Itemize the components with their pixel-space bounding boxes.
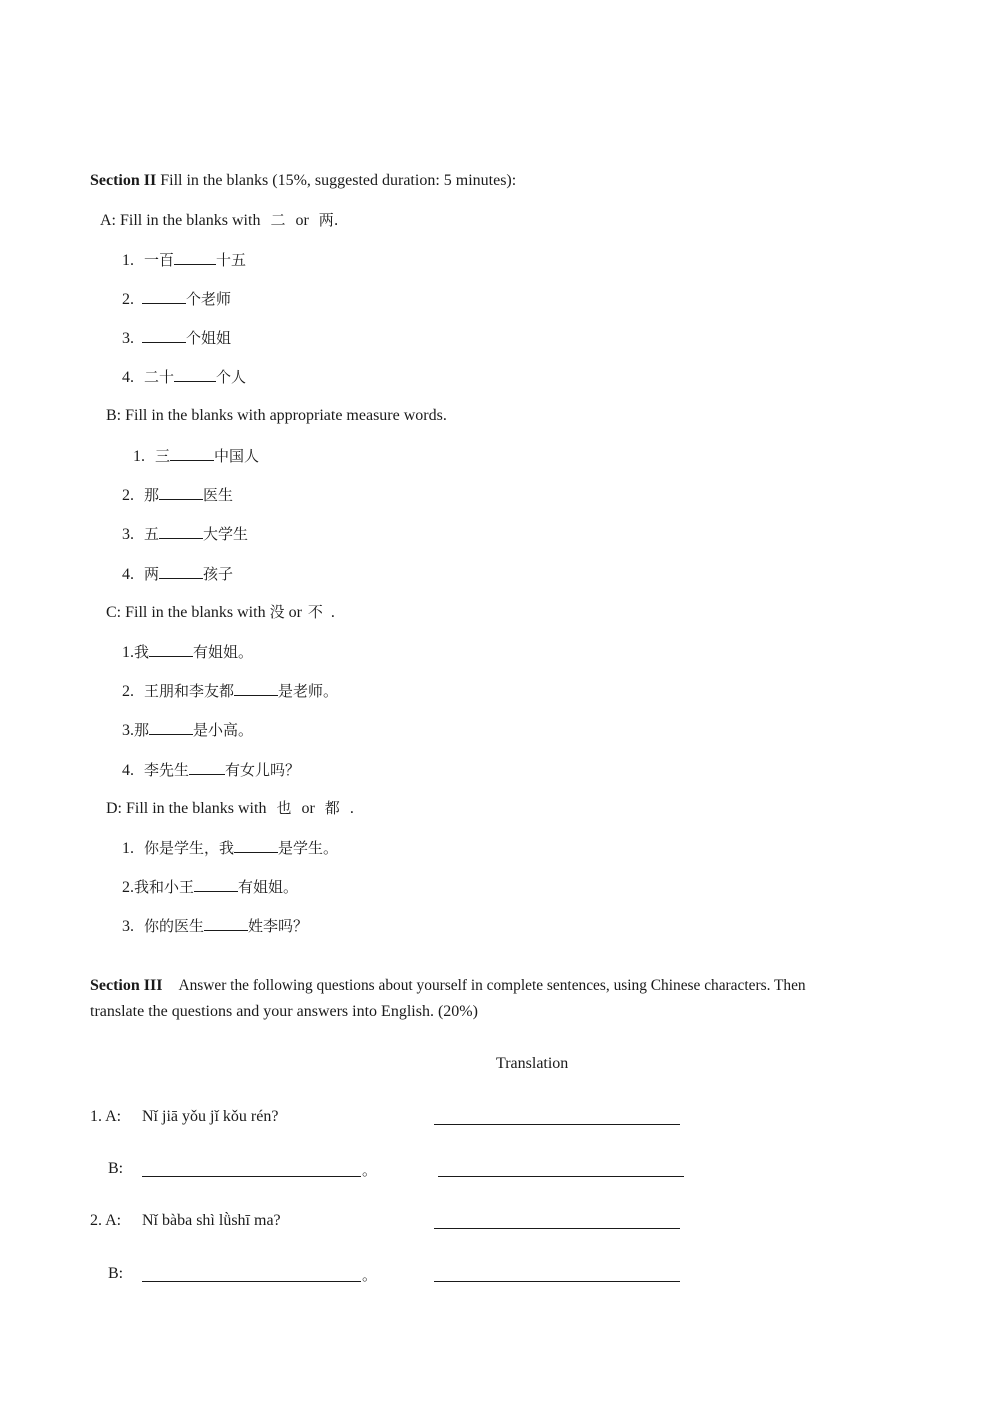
question-suffix: 大学生 (203, 525, 249, 543)
question-prefix: 你的医生 (144, 917, 205, 935)
answer-blank[interactable] (194, 876, 238, 892)
part-c-or: or (288, 604, 302, 621)
question-d2 (122, 876, 298, 898)
question-prefix: 我 (134, 643, 150, 661)
question-suffix: 姓李吗？ (248, 917, 309, 935)
question-prefix: 我和小王 (134, 878, 195, 896)
answer-blank[interactable] (234, 680, 278, 696)
question-prefix: 五 (144, 525, 160, 543)
question-suffix: 有姐姐。 (193, 643, 254, 661)
question-2-b-label: B: (108, 1265, 124, 1282)
part-a-instruction-text: A: Fill in the blanks with (100, 212, 261, 229)
part-b-instruction: B: Fill in the blanks with appropriate measure words. (106, 407, 447, 424)
part-d-instruction (106, 798, 354, 819)
question-suffix: 十五 (216, 251, 247, 269)
answer-blank[interactable] (189, 759, 225, 775)
question-number: 1. (122, 644, 134, 661)
question-number: 3. (122, 918, 134, 935)
question-suffix: 是老师。 (278, 682, 339, 700)
question-suffix: 医生 (203, 486, 234, 504)
part-d-or: or (301, 800, 315, 817)
part-c-period: . (330, 604, 335, 621)
answer-1-translation-line[interactable] (438, 1176, 684, 1177)
question-a3 (122, 327, 231, 349)
answer-blank[interactable] (159, 563, 203, 579)
question-number: 1. (122, 840, 134, 857)
part-d-period: . (349, 800, 354, 817)
answer-2-line[interactable] (142, 1281, 361, 1282)
question-number: 4. (122, 369, 134, 386)
question-d1 (122, 837, 338, 859)
answer-blank[interactable] (149, 719, 193, 735)
question-suffix: 有姐姐。 (238, 878, 299, 896)
section-3-label: Section III (90, 977, 163, 994)
answer-blank[interactable] (142, 327, 186, 343)
answer-blank[interactable] (234, 837, 278, 853)
question-suffix: 是学生。 (278, 839, 339, 857)
question-number: 3. (122, 722, 134, 739)
question-number: 1. (133, 448, 145, 465)
question-suffix: 个姐姐 (186, 329, 232, 347)
question-prefix: 一百 (144, 251, 175, 269)
question-suffix: 个老师 (186, 290, 232, 308)
question-1-translation-line[interactable] (434, 1124, 680, 1125)
part-d-word-2: 都 (324, 799, 340, 817)
question-a1 (122, 249, 246, 271)
question-c4 (122, 759, 300, 781)
part-a-or: or (295, 212, 309, 229)
question-2-translation-line[interactable] (434, 1228, 680, 1229)
question-b1 (133, 445, 259, 467)
question-prefix: 王朋和李友都 (144, 682, 235, 700)
answer-2-period: 。 (362, 1266, 378, 1284)
answer-2-translation-line[interactable] (434, 1281, 680, 1282)
part-a-word-1: 二 (270, 211, 286, 229)
question-c1 (122, 641, 253, 663)
section-3-heading (90, 976, 806, 996)
part-c-instruction (106, 602, 335, 623)
question-prefix: 那 (144, 486, 160, 504)
question-prefix: 两 (144, 565, 160, 583)
question-1-pinyin: Nǐ jiā yǒu jǐ kǒu rén? (142, 1108, 279, 1125)
question-number: 4. (122, 566, 134, 583)
answer-blank[interactable] (204, 915, 248, 931)
question-suffix: 是小高。 (193, 721, 254, 739)
section-2-label: Section II (90, 172, 157, 189)
part-c-word-1: 没 (269, 603, 285, 621)
section-3-description-line-1: Answer the following questions about yourself in complete sentences, using Chinese characters. Then (178, 977, 806, 994)
question-number: 2. (122, 291, 134, 308)
part-a-word-2: 两. (318, 211, 339, 229)
question-prefix: 那 (134, 721, 150, 739)
question-b3 (122, 523, 248, 545)
question-d3 (122, 915, 308, 937)
part-d-instruction-text: D: Fill in the blanks with (106, 800, 267, 817)
question-prefix: 李先生 (144, 761, 190, 779)
question-c3 (122, 719, 253, 741)
question-number: 2. (122, 487, 134, 504)
question-number: 2. (122, 683, 134, 700)
question-2-a-label: 2. A: (90, 1212, 122, 1229)
question-suffix: 有女儿吗？ (225, 761, 301, 779)
question-prefix: 你是学生，我 (144, 839, 235, 857)
question-prefix: 三 (155, 447, 171, 465)
answer-blank[interactable] (142, 288, 186, 304)
question-1-b-label: B: (108, 1160, 124, 1177)
question-suffix: 孩子 (203, 565, 234, 583)
answer-blank[interactable] (174, 366, 216, 382)
section-2-description: Fill in the blanks (15%, suggested duration: 5 minutes): (156, 172, 517, 189)
question-1-a-label: 1. A: (90, 1108, 122, 1125)
question-number: 2. (122, 879, 134, 896)
translation-column-label: Translation (496, 1055, 569, 1072)
question-number: 3. (122, 526, 134, 543)
question-c2 (122, 680, 338, 702)
answer-blank[interactable] (174, 249, 216, 265)
section-3-description-line-2: translate the questions and your answers into English. (20%) (90, 1003, 478, 1020)
answer-1-period: 。 (362, 1161, 378, 1179)
question-a4 (122, 366, 246, 388)
question-suffix: 中国人 (214, 447, 260, 465)
answer-blank[interactable] (149, 641, 193, 657)
part-c-word-2: 不 (307, 603, 323, 621)
question-b4 (122, 563, 233, 585)
section-2-heading (90, 171, 516, 191)
question-suffix: 个人 (216, 368, 247, 386)
answer-blank[interactable] (159, 523, 203, 539)
question-b2 (122, 484, 233, 506)
part-c-instruction-text: C: Fill in the blanks with (106, 604, 266, 621)
question-number: 3. (122, 330, 134, 347)
question-2-pinyin: Nǐ bàba shì lǜshī ma? (142, 1212, 281, 1229)
answer-blank[interactable] (159, 484, 203, 500)
question-a2 (122, 288, 231, 310)
part-a-instruction (100, 210, 339, 231)
part-d-word-1: 也 (276, 799, 292, 817)
answer-1-line[interactable] (142, 1176, 361, 1177)
answer-blank[interactable] (170, 445, 214, 461)
question-number: 1. (122, 252, 134, 269)
question-number: 4. (122, 762, 134, 779)
question-prefix: 二十 (144, 368, 175, 386)
